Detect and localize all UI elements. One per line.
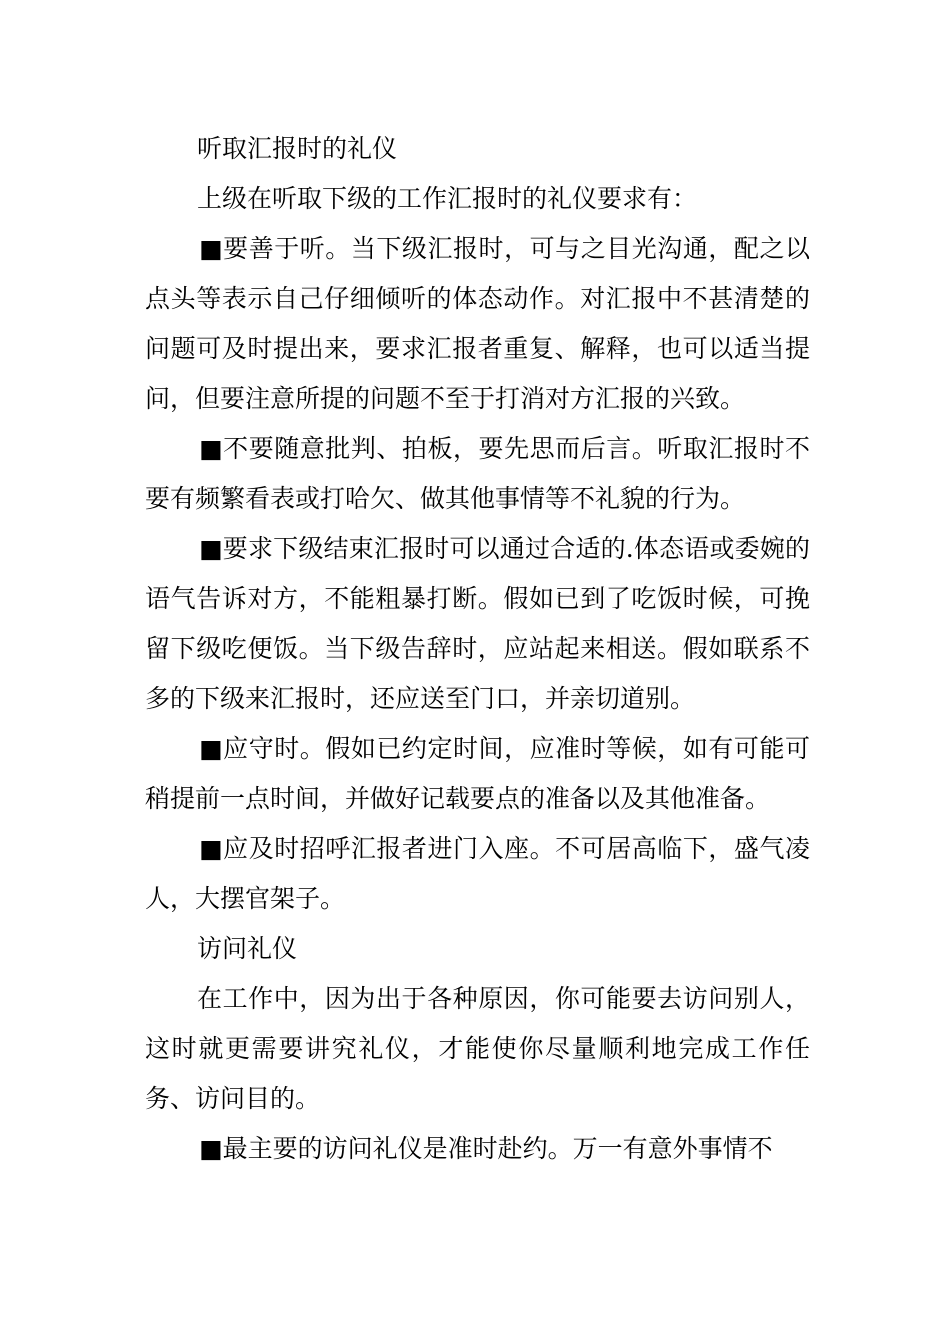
bullet-paragraph-listen: ■要善于听。当下级汇报时，可与之目光沟通，配之以点头等表示自己仔细倾听的体态动作。对汇报中不甚清楚的问题可及时提出来，要求汇报者重复、解释，也可以适当提问，但要注意所提的问题不至于打消对方汇报的兴致。 <box>145 234 810 413</box>
document-body <box>145 124 810 1174</box>
section-heading-visit: 访问礼仪 <box>197 934 298 963</box>
paragraph-intro: 上级在听取下级的工作汇报时的礼仪要求有： <box>197 184 698 213</box>
section-heading-listening: 听取汇报时的礼仪 <box>197 134 398 163</box>
bullet-paragraph-punctual: ■应守时。假如已约定时间，应准时等候，如有可能可稍提前一点时间，并做好记载要点的准备以及其他准备。 <box>145 734 810 813</box>
bullet-paragraph-no-judgement: ■不要随意批判、拍板，要先思而后言。听取汇报时不要有频繁看表或打哈欠、做其他事情等不礼貌的行为。 <box>145 434 810 513</box>
bullet-paragraph-greeting: ■应及时招呼汇报者进门入座。不可居高临下，盛气凌人，大摆官架子。 <box>145 834 810 913</box>
paragraph-visit-intro: 在工作中，因为出于各种原因，你可能要去访问别人，这时就更需要讲究礼仪，才能使你尽量顺利地完成工作任务、访问目的。 <box>145 984 810 1113</box>
bullet-paragraph-visit-punctual: ■最主要的访问礼仪是准时赴约。万一有意外事情不 <box>199 1134 773 1163</box>
bullet-paragraph-ending: ■要求下级结束汇报时可以通过合适的.体态语或委婉的语气告诉对方，不能粗暴打断。假如已到了吃饭时候，可挽留下级吃便饭。当下级告辞时，应站起来相送。假如联系不多的下级来汇报时，还应送至门口，并亲切道别。 <box>145 534 810 713</box>
